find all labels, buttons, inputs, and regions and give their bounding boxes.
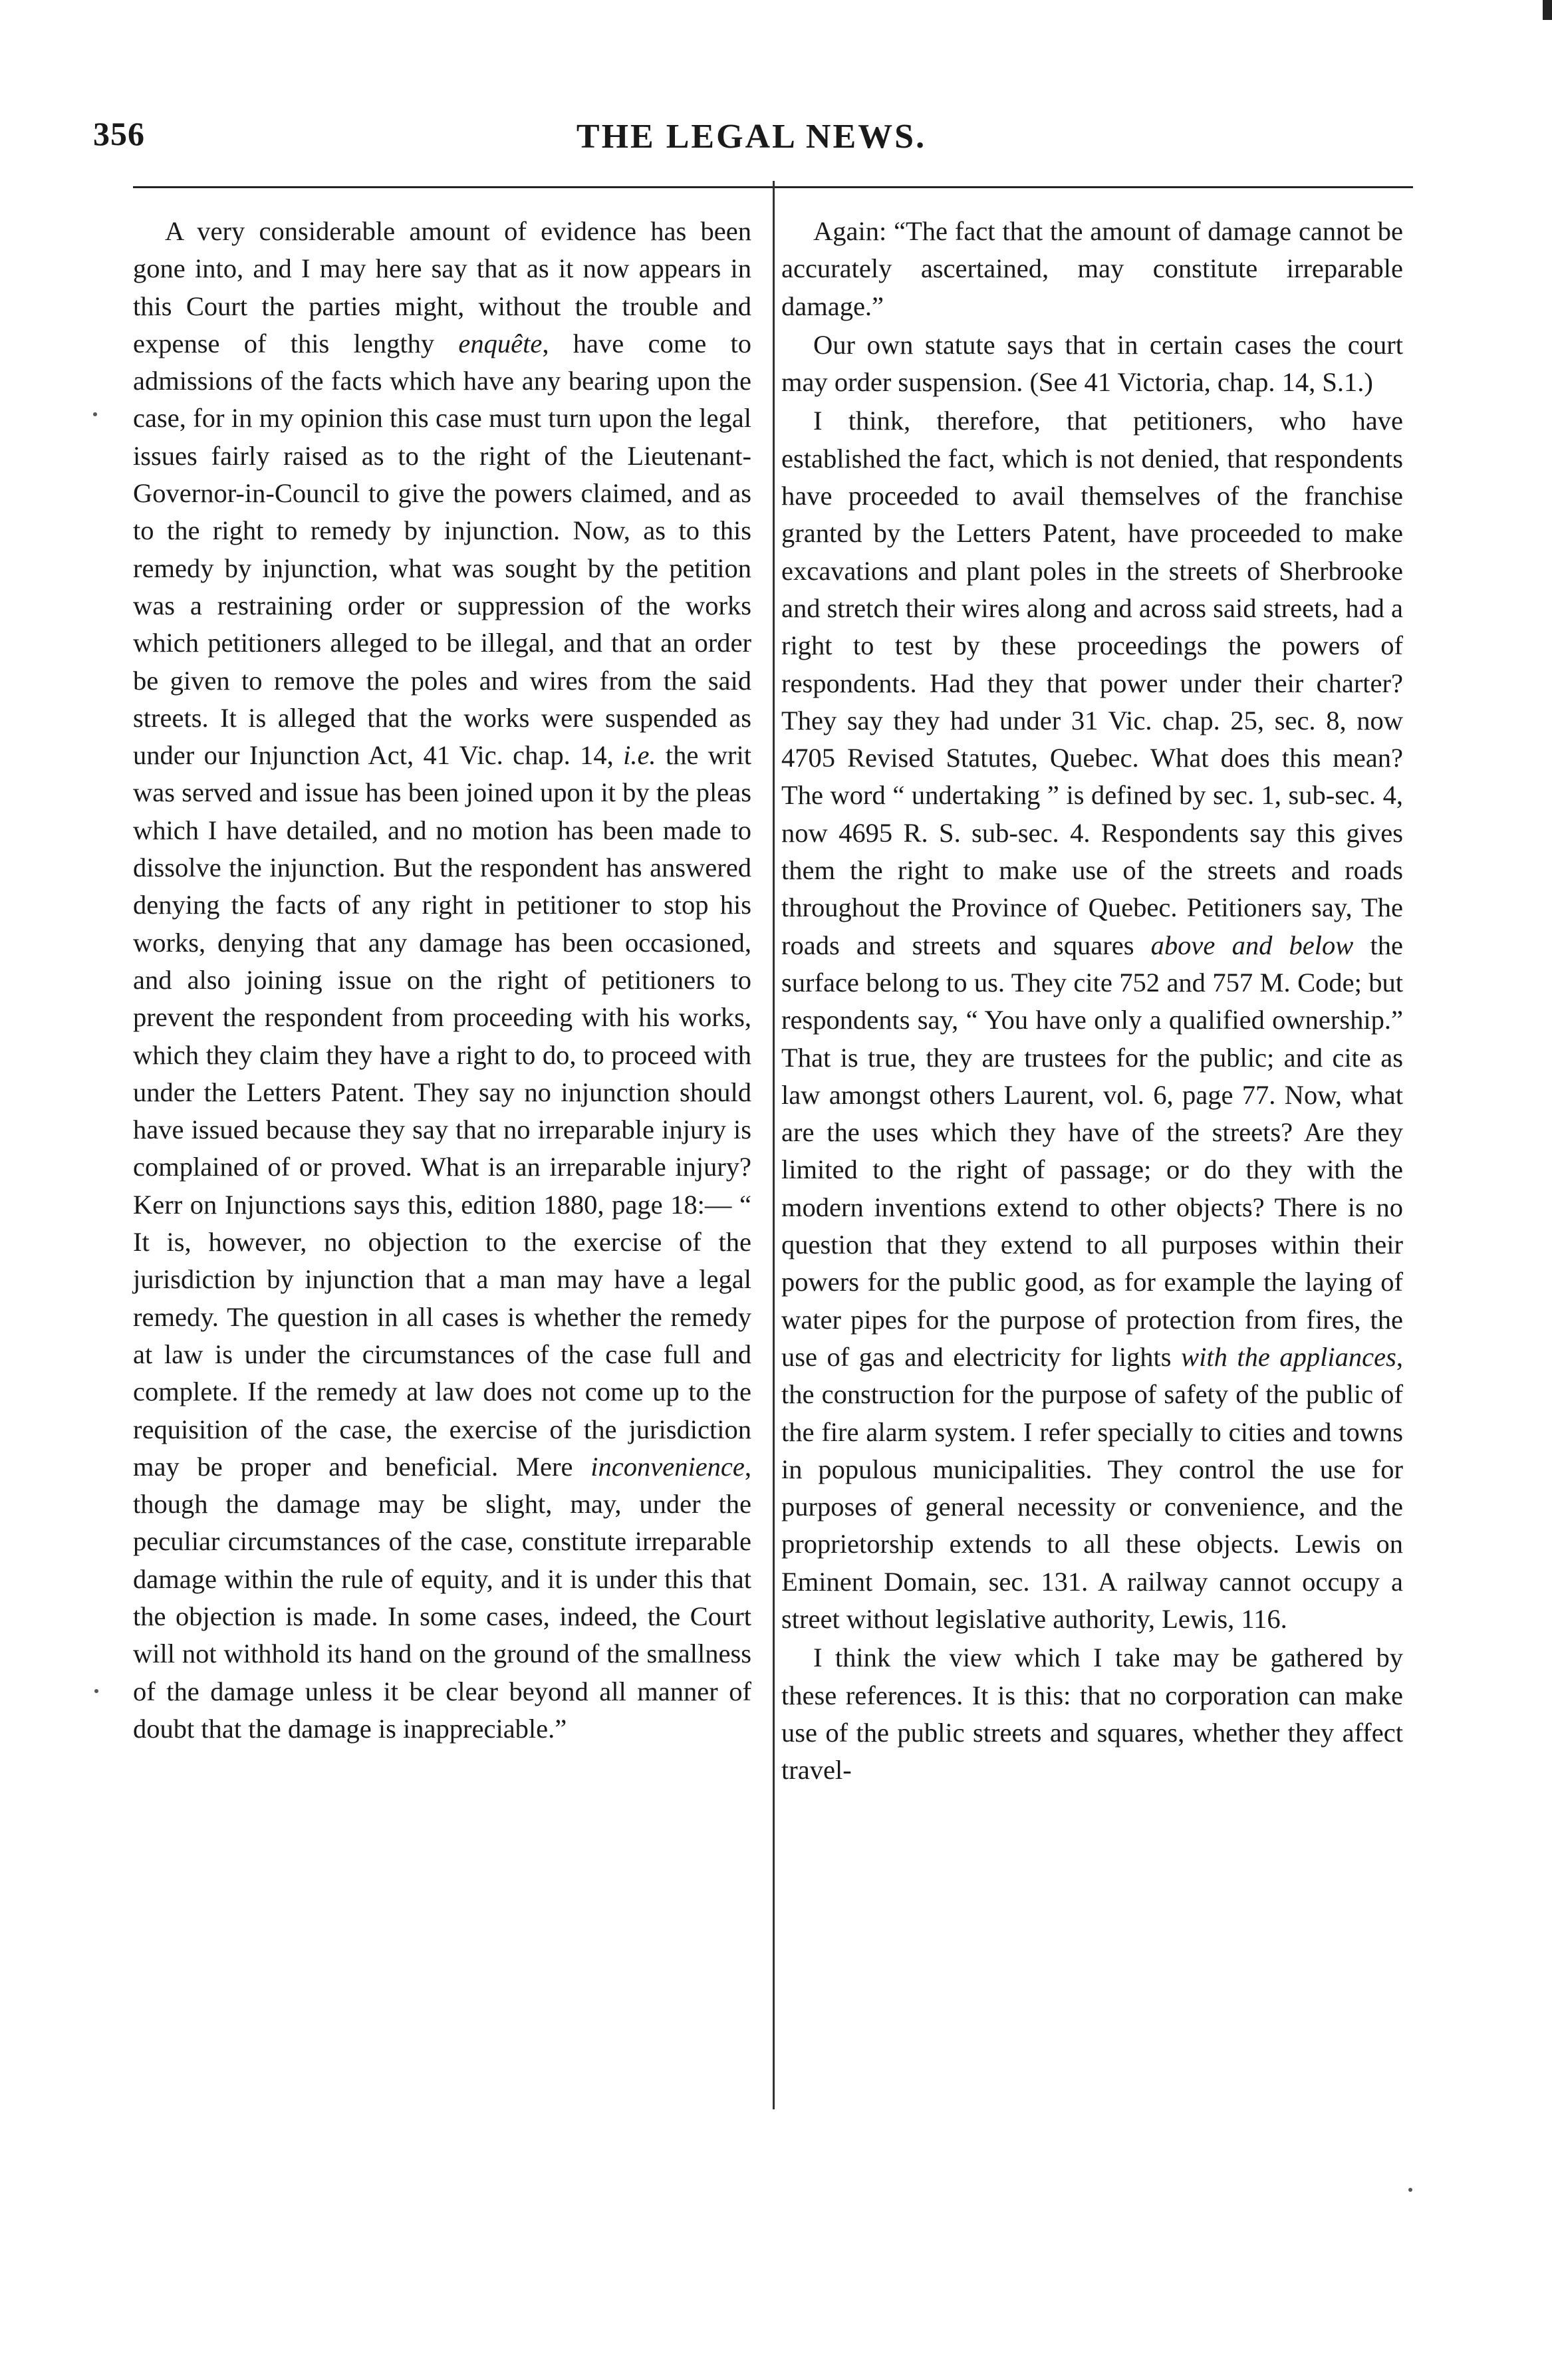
paragraph: I think, therefore, that petitioners, who have established the fact, which is not denied, that respondents have proceeded to avail themselves of the franchise granted by the Letters Patent, have proceeded to make excavations and plant poles in the streets of Sherbrooke and stretch their wires along and across said streets, had a right to test by these proceedings the powers of respondents. Had they that power under their charter? They say they had under 31 Vic. chap. 25, sec. 8, now 4705 Revised Statutes, Quebec. What does this mean? The word “ undertaking ” is defined by sec. 1, sub-sec. 4, now 4695 R. S. sub-sec. 4. Respondents say this gives them the right to make use of the streets and roads throughout the Province of Quebec. Petitioners say, The roads and streets and squares above and below the surface belong to us. They cite 752 and 757 M. Code; but respondents say, “ You have only a qualified ownership.” That is true, they are trustees for the public; and cite as law amongst others Laurent, vol. 6, page 77. Now, what are the uses which they have of the streets? Are they limited to the right of passage; or do they with the modern inventions extend to other objects? There is no question that they extend to all purposes within their powers for the public good, as for example the laying of water pipes for the purpose of protection from fires, the use of gas and electricity for lights with the appliances, the construction for the purpose of safety of the public of the fire alarm system. I refer specially to cities and towns in populous municipalities. They control the use for purposes of general necessity or convenience, and the proprietorship extends to all these objects. Lewis on Eminent Domain, sec. 131. A railway cannot occupy a street without legislative authority, Lewis, 116. [781, 406, 1403, 1634]
page-header [93, 101, 1410, 161]
scan-speck [1408, 2188, 1412, 2192]
paragraph: I think the view which I take may be gathered by these references. It is this: that no corporation can make use of the public streets and squares, whether they affect travel- [781, 1643, 1403, 1785]
left-column [133, 213, 751, 1748]
column-divider [773, 181, 775, 2109]
page-number: 356 [93, 115, 145, 152]
paragraph: Again: “The fact that the amount of damage cannot be accurately ascertained, may constitute irreparable damage.” [781, 216, 1403, 321]
paragraph: Our own statute says that in certain cases the court may order suspension. (See 41 Victoria, chap. 14, S.1.) [781, 329, 1403, 398]
right-column [781, 213, 1403, 1789]
scan-speck [93, 412, 97, 416]
running-head: THE LEGAL NEWS. [576, 118, 927, 156]
paragraph: A very considerable amount of evidence has been gone into, and I may here say that as it now appears in this Court the parties might, without the trouble and expense of this lengthy enquête, have come to admissions of the facts which have any bearing upon the case, for in my opinion this case must turn upon the legal issues fairly raised as to the right of the Lieutenant-Governor-in-Council to give the powers claimed, and as to the right to remedy by injunction. Now, as to this remedy by injunction, what was sought by the petition was a restraining order or suppression of the works which petitioners alleged to be illegal, and that an order be given to remove the poles and wires from the said streets. It is alleged that the works were suspended as under our Injunction Act, 41 Vic. chap. 14, i.e. the writ was served and issue has been joined upon it by the pleas which I have detailed, and no motion has been made to dissolve the injunction. But the respondent has answered denying the facts of any right in petitioner to stop his works, denying that any damage has been occasioned, and also joining issue on the right of petitioners to prevent the respondent from proceeding with his works, which they claim they have a right to do, to proceed with under the Letters Patent. They say no injunction should have issued because they say that no irreparable injury is complained of or proved. What is an irreparable injury? Kerr on Injunctions says this, edition 1880, page 18:— “ It is, however, no objection to the exercise of the jurisdiction by injunction that a man may have a legal remedy. The question in all cases is whether the remedy at law is under the circumstances of the case full and complete. If the remedy at law does not come up to the requisition of the case, the exercise of the jurisdiction may be proper and beneficial. Mere inconvenience, though the damage may be slight, may, under the peculiar circumstances of the case, constitute irreparable damage within the rule of equity, and it is under this that the objection is made. In some cases, indeed, the Court will not withhold its hand on the ground of the smallness of the damage unless it be clear beyond all manner of doubt that the damage is inappreciable.” [133, 216, 751, 1744]
scan-edge-mark [1543, 0, 1552, 20]
scan-speck [94, 1689, 98, 1693]
